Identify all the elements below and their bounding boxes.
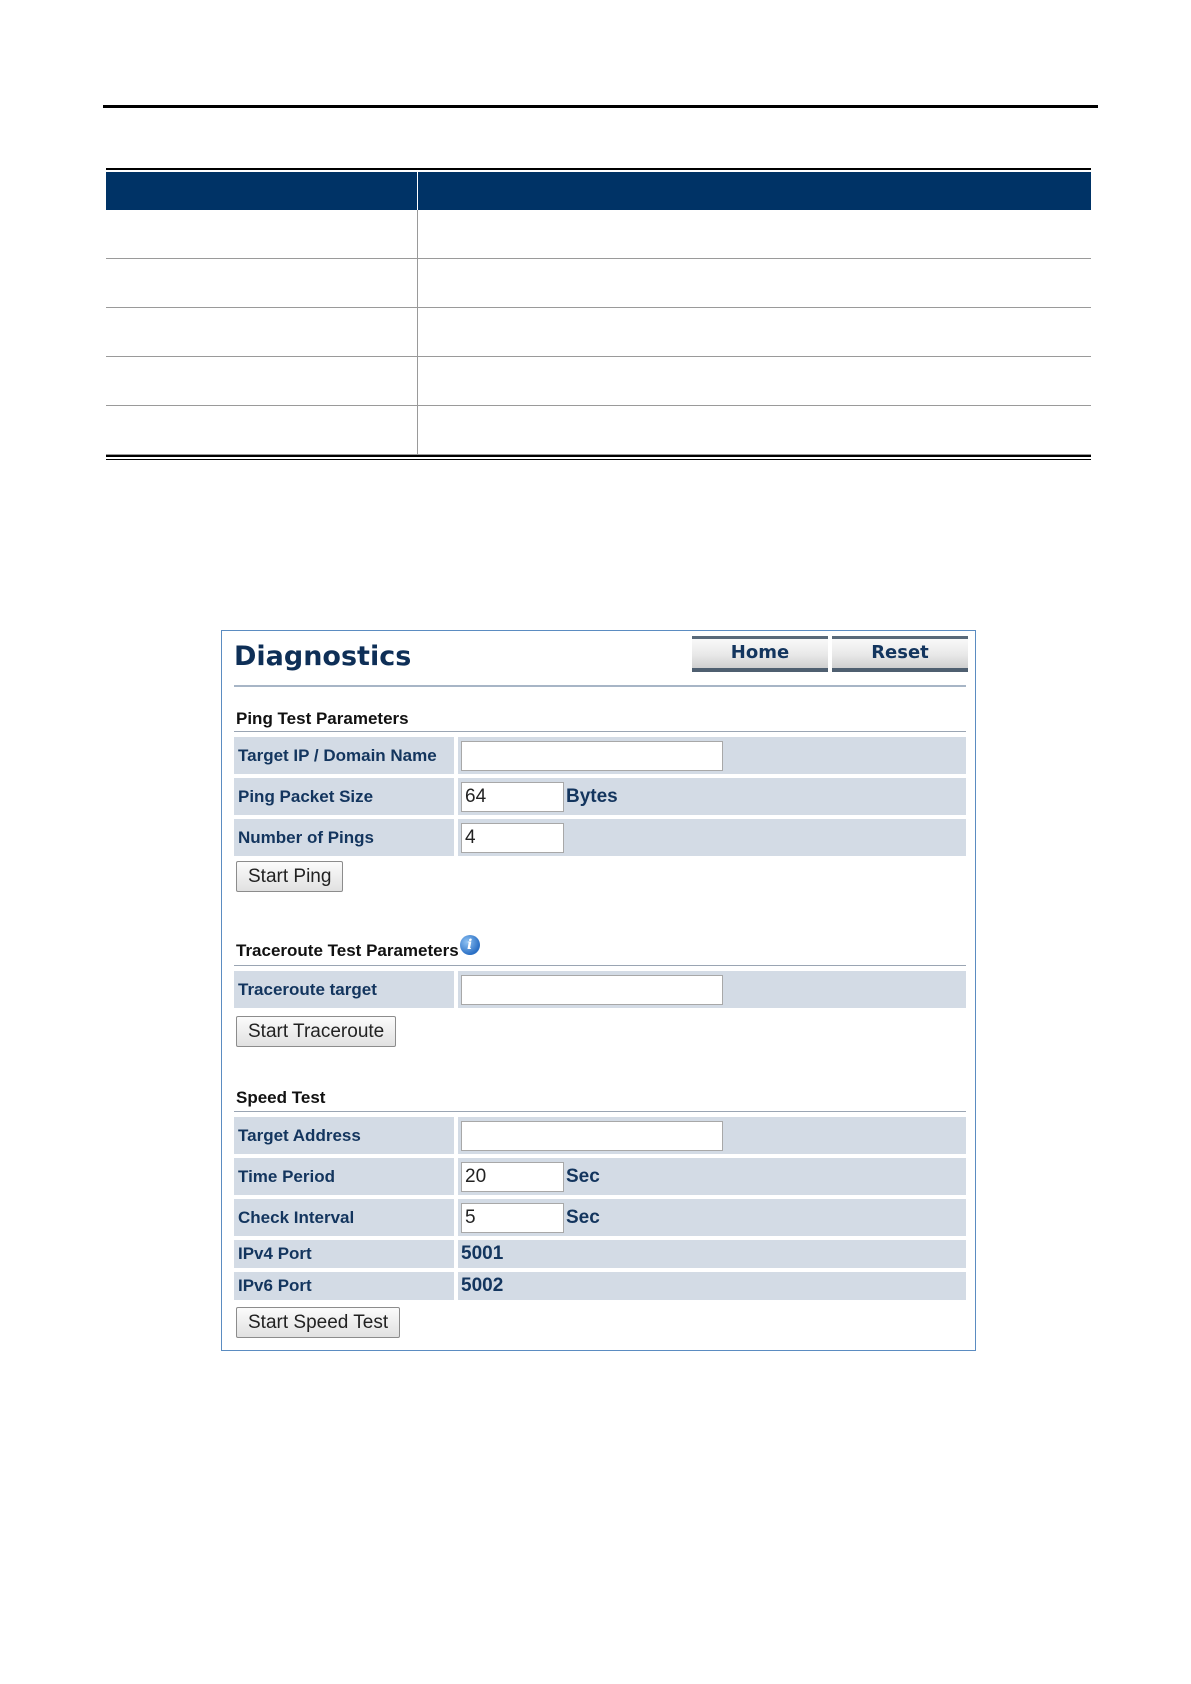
- speed-target-label: Target Address: [234, 1117, 454, 1154]
- diagnostics-panel: [221, 630, 976, 1351]
- ping-count-label: Number of Pings: [234, 819, 454, 856]
- start-traceroute-button[interactable]: Start Traceroute: [236, 1016, 396, 1047]
- speed-ipv4-value: 5001: [461, 1243, 504, 1264]
- traceroute-section-title: [236, 937, 480, 961]
- title-divider: [234, 685, 966, 687]
- table-row: [106, 259, 1091, 308]
- traceroute-target-input[interactable]: [461, 975, 723, 1005]
- ping-count-input[interactable]: [461, 823, 564, 853]
- traceroute-section-label: Traceroute Test Parameters: [236, 941, 459, 960]
- table-bottom-border-thin: [106, 459, 1091, 460]
- traceroute-target-row: [234, 971, 966, 1008]
- speed-period-row: [234, 1158, 966, 1195]
- speed-period-input[interactable]: [461, 1162, 564, 1192]
- ping-size-unit: Bytes: [566, 785, 618, 807]
- speed-period-label: Time Period: [234, 1158, 454, 1195]
- ping-section-title: Ping Test Parameters: [236, 709, 409, 728]
- traceroute-section-divider: [234, 965, 966, 966]
- page-title: Diagnostics: [234, 641, 412, 672]
- speed-section-divider: [234, 1111, 966, 1112]
- info-icon[interactable]: i: [460, 935, 480, 955]
- speed-interval-row: [234, 1199, 966, 1236]
- ping-size-label: Ping Packet Size: [234, 778, 454, 815]
- speed-period-unit: Sec: [566, 1165, 600, 1187]
- table-top-border: [106, 168, 1091, 170]
- table-row: [106, 210, 1091, 259]
- speed-interval-input[interactable]: [461, 1203, 564, 1233]
- ping-size-input[interactable]: [461, 782, 564, 812]
- speed-interval-label: Check Interval: [234, 1199, 454, 1236]
- start-ping-button[interactable]: Start Ping: [236, 861, 343, 892]
- speed-interval-unit: Sec: [566, 1206, 600, 1228]
- page-header-rule: [103, 105, 1098, 108]
- ping-target-input[interactable]: [461, 741, 723, 771]
- ping-target-row: [234, 737, 966, 774]
- start-speed-test-button[interactable]: Start Speed Test: [236, 1307, 400, 1338]
- traceroute-target-label: Traceroute target: [234, 971, 454, 1008]
- ping-size-row: [234, 778, 966, 815]
- speed-section-title: Speed Test: [236, 1088, 326, 1107]
- speed-ipv4-label: IPv4 Port: [234, 1240, 454, 1268]
- ping-count-row: [234, 819, 966, 856]
- speed-ipv4-row: [234, 1240, 966, 1268]
- reset-button[interactable]: Reset: [832, 636, 968, 672]
- parameter-table: [106, 168, 1091, 460]
- table-header-object: [106, 172, 418, 210]
- table-row: [106, 406, 1091, 455]
- table-row: [106, 357, 1091, 406]
- table-row: [106, 308, 1091, 357]
- speed-target-input[interactable]: [461, 1121, 723, 1151]
- table-header-row: [106, 172, 1091, 210]
- home-button[interactable]: Home: [692, 636, 828, 672]
- ping-target-label: Target IP / Domain Name: [234, 737, 454, 774]
- speed-target-row: [234, 1117, 966, 1154]
- speed-ipv6-row: [234, 1272, 966, 1300]
- table-bottom-border: [106, 455, 1091, 457]
- speed-ipv6-label: IPv6 Port: [234, 1272, 454, 1300]
- ping-section-divider: [234, 731, 966, 732]
- speed-ipv6-value: 5002: [461, 1275, 504, 1296]
